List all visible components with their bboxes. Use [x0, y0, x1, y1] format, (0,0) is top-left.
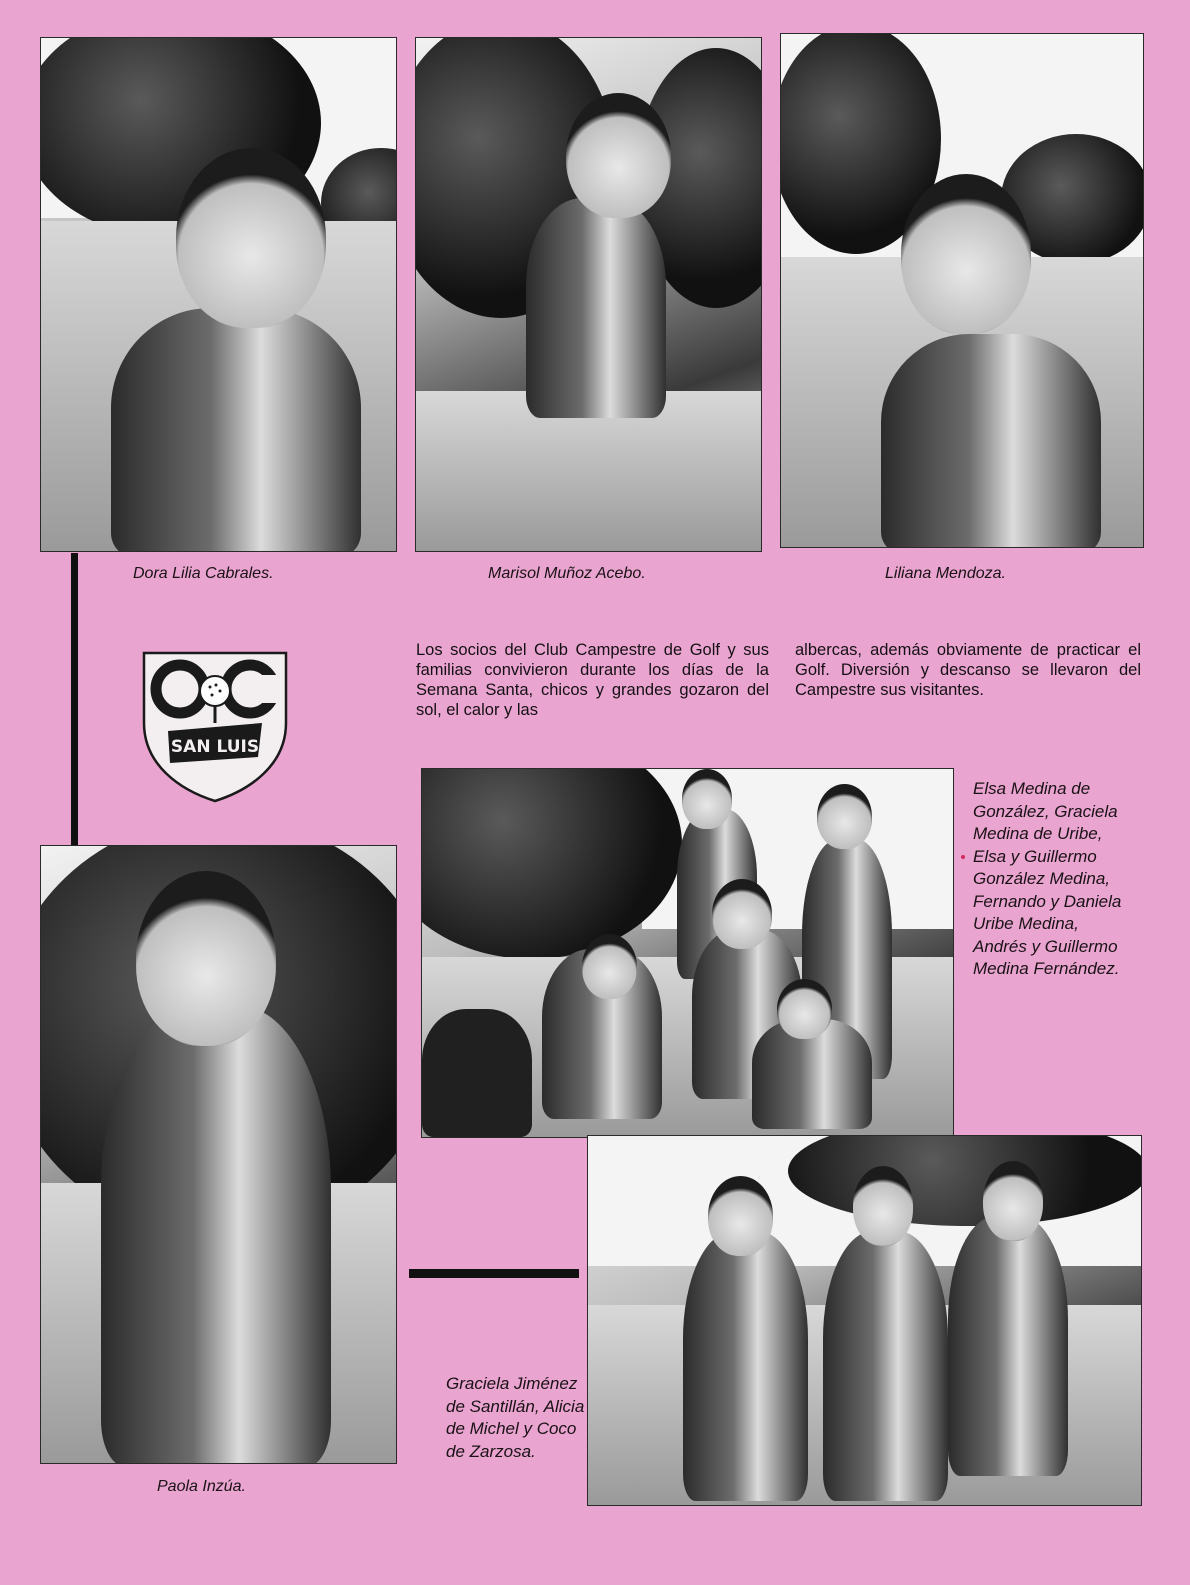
- article-column-1: Los socios del Club Campestre de Golf y sus familias convivieron durante los días de la Semana Santa, chicos y grandes gozaron del sol, el calor y las: [416, 641, 769, 719]
- photo-figure-head: [853, 1166, 913, 1246]
- caption-paola: Paola Inzúa.: [157, 1478, 246, 1495]
- photo-cooler: [422, 1009, 532, 1137]
- photo-figure-body: [111, 308, 361, 552]
- photo-figure-body: [526, 198, 666, 418]
- caption-family-group: Elsa Medina de González, Graciela Medina de Uribe, Elsa y Guillermo González Medina, Fernando y Daniela Uribe Medina, Andrés y Guillermo Medina Fernández.: [973, 779, 1122, 978]
- accent-dot: [961, 855, 965, 859]
- photo-figure-head: [582, 934, 637, 999]
- photo-paola-inzua: [40, 845, 397, 1464]
- photo-figure-body: [948, 1216, 1068, 1476]
- photo-figure-body: [683, 1231, 808, 1501]
- photo-family-group: [421, 768, 954, 1138]
- photo-figure-head: [712, 879, 772, 949]
- photo-liliana-mendoza: [780, 33, 1144, 548]
- club-campestre-logo: [140, 645, 290, 803]
- photo-figure-head: [176, 148, 326, 328]
- photo-figure-body: [881, 334, 1101, 548]
- caption-liliana: Liliana Mendoza.: [885, 565, 1006, 582]
- photo-ladies-group: [587, 1135, 1142, 1506]
- photo-figure-head: [566, 93, 671, 218]
- photo-figure-head: [777, 979, 832, 1039]
- caption-marisol: Marisol Muñoz Acebo.: [488, 565, 646, 582]
- photo-figure-head: [708, 1176, 773, 1256]
- caption-ladies-group: Graciela Jiménez de Santillán, Alicia de Michel y Coco de Zarzosa.: [446, 1374, 585, 1461]
- caption-dora: Dora Lilia Cabrales.: [133, 565, 274, 582]
- article-column-2: albercas, además obviamente de practicar el Golf. Diversión y descanso se llevaron del Campestre sus visitantes.: [795, 641, 1141, 699]
- photo-figure-body: [823, 1231, 948, 1501]
- photo-figure-body: [101, 1006, 331, 1464]
- horizontal-rule: [409, 1269, 579, 1278]
- photo-figure-head: [682, 769, 732, 829]
- logo-banner-text: SAN LUIS: [170, 737, 260, 757]
- photo-tree: [421, 768, 682, 959]
- photo-figure-head: [817, 784, 872, 849]
- photo-figure-head: [901, 174, 1031, 334]
- photo-figure-head: [983, 1161, 1043, 1241]
- photo-dora-lilia-cabrales: [40, 37, 397, 552]
- vertical-rule: [71, 553, 78, 846]
- photo-marisol-munoz-acebo: [415, 37, 762, 552]
- photo-figure-head: [136, 871, 276, 1046]
